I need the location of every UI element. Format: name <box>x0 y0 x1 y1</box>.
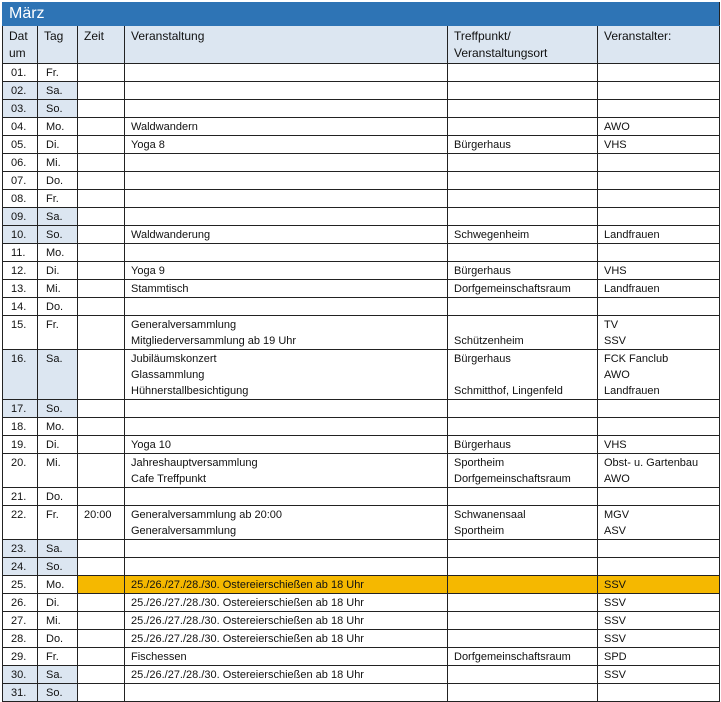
event-name: 25./26./27./28./30. Ostereierschießen ab 18 Uhr <box>131 633 364 645</box>
table-row <box>3 136 720 154</box>
table-row <box>3 400 720 418</box>
location-cell <box>448 630 598 648</box>
organizer-cell <box>598 684 720 702</box>
weekday-cell: Fr. <box>38 648 78 666</box>
organizer-cell <box>598 648 720 666</box>
event-organizer: Landfrauen <box>604 283 660 295</box>
event-location: Dorfgemeinschaftsraum <box>454 283 571 295</box>
location-cell <box>448 262 598 280</box>
date-cell: 18. <box>3 418 38 436</box>
organizer-cell <box>598 190 720 208</box>
weekday-cell: Do. <box>38 630 78 648</box>
event-name: Mitgliederversammlung ab 19 Uhr <box>131 335 297 347</box>
table-row <box>3 594 720 612</box>
event-name: 25./26./27./28./30. Ostereierschießen ab 18 Uhr <box>131 597 364 609</box>
calendar-table <box>2 2 720 702</box>
date-cell: 05. <box>3 136 38 154</box>
location-cell <box>448 82 598 100</box>
organizer-cell <box>598 262 720 280</box>
event-name: Fischessen <box>131 651 187 663</box>
event-cell <box>125 172 448 190</box>
event-cell <box>125 594 448 612</box>
event-cell <box>125 418 448 436</box>
event-organizer: AWO <box>604 369 630 381</box>
event-cell <box>125 540 448 558</box>
event-location: Bürgerhaus <box>454 439 511 451</box>
event-organizer: SSV <box>604 615 627 627</box>
location-cell <box>448 118 598 136</box>
date-cell: 19. <box>3 436 38 454</box>
time-cell <box>78 436 125 454</box>
time-cell <box>78 648 125 666</box>
event-name: Generalversammlung <box>131 525 237 537</box>
time-cell <box>78 576 125 594</box>
event-location <box>454 367 591 383</box>
time-cell <box>78 172 125 190</box>
time-cell <box>78 262 125 280</box>
event-organizer: Landfrauen <box>604 385 660 397</box>
weekday-cell: Sa. <box>38 208 78 226</box>
event-calendar <box>2 2 719 702</box>
event-cell <box>125 244 448 262</box>
weekday-cell: Mi. <box>38 454 78 488</box>
organizer-cell <box>598 172 720 190</box>
organizer-cell <box>598 208 720 226</box>
time-cell <box>78 298 125 316</box>
weekday-cell: Di. <box>38 262 78 280</box>
event-location <box>454 667 591 683</box>
date-cell: 14. <box>3 298 38 316</box>
time-cell <box>78 684 125 702</box>
weekday-cell: Sa. <box>38 350 78 400</box>
event-location: Sportheim <box>454 457 505 469</box>
table-row <box>3 350 720 400</box>
date-cell: 22. <box>3 506 38 540</box>
location-cell <box>448 666 598 684</box>
event-organizer: Obst- u. Gartenbau <box>604 457 699 469</box>
table-row <box>3 540 720 558</box>
date-cell: 01. <box>3 64 38 82</box>
event-organizer: AWO <box>604 473 630 485</box>
weekday-cell: Mo. <box>38 244 78 262</box>
location-cell <box>448 350 598 400</box>
event-organizer: SSV <box>604 633 627 645</box>
event-cell <box>125 648 448 666</box>
time-cell <box>78 488 125 506</box>
table-row <box>3 262 720 280</box>
month-title-row <box>3 3 720 26</box>
organizer-cell <box>598 82 720 100</box>
event-location <box>454 631 591 647</box>
date-cell: 31. <box>3 684 38 702</box>
table-row <box>3 172 720 190</box>
event-name: 25./26./27./28./30. Ostereierschießen ab 18 Uhr <box>131 615 364 627</box>
event-location: Schmitthof, Lingenfeld <box>454 385 563 397</box>
organizer-cell <box>598 576 720 594</box>
event-name: Hühnerstallbesichtigung <box>131 385 249 397</box>
event-cell <box>125 136 448 154</box>
time-cell <box>78 594 125 612</box>
location-cell <box>448 172 598 190</box>
event-organizer: ASV <box>604 525 627 537</box>
table-row <box>3 558 720 576</box>
weekday-cell: So. <box>38 558 78 576</box>
event-cell <box>125 612 448 630</box>
organizer-cell <box>598 436 720 454</box>
weekday-cell: Do. <box>38 488 78 506</box>
table-row <box>3 244 720 262</box>
weekday-cell: Sa. <box>38 82 78 100</box>
weekday-cell: Do. <box>38 298 78 316</box>
weekday-cell: Fr. <box>38 64 78 82</box>
date-cell: 16. <box>3 350 38 400</box>
time-cell <box>78 136 125 154</box>
event-cell <box>125 298 448 316</box>
event-cell <box>125 280 448 298</box>
event-organizer: SPD <box>604 651 627 663</box>
weekday-cell: Sa. <box>38 540 78 558</box>
organizer-cell <box>598 558 720 576</box>
table-row <box>3 82 720 100</box>
time-cell <box>78 454 125 488</box>
table-row <box>3 454 720 488</box>
header-veranstalter: Veranstalter: <box>598 26 720 64</box>
location-cell <box>448 100 598 118</box>
event-cell <box>125 558 448 576</box>
event-cell <box>125 576 448 594</box>
location-cell <box>448 298 598 316</box>
time-cell <box>78 630 125 648</box>
event-location: Schützenheim <box>454 335 524 347</box>
month-title: März <box>3 3 720 26</box>
event-organizer: VHS <box>604 439 627 451</box>
event-location: Sportheim <box>454 525 505 537</box>
table-row <box>3 100 720 118</box>
weekday-cell: Sa. <box>38 666 78 684</box>
organizer-cell <box>598 488 720 506</box>
date-cell: 03. <box>3 100 38 118</box>
organizer-cell <box>598 630 720 648</box>
organizer-cell <box>598 506 720 540</box>
location-cell <box>448 154 598 172</box>
weekday-cell: So. <box>38 400 78 418</box>
date-cell: 02. <box>3 82 38 100</box>
location-cell <box>448 226 598 244</box>
organizer-cell <box>598 154 720 172</box>
date-cell: 10. <box>3 226 38 244</box>
time-cell <box>78 244 125 262</box>
header-veranstaltung: Veranstaltung <box>125 26 448 64</box>
table-row <box>3 684 720 702</box>
time-cell <box>78 100 125 118</box>
table-row <box>3 648 720 666</box>
event-name: Cafe Treffpunkt <box>131 473 207 485</box>
table-row <box>3 576 720 594</box>
organizer-cell <box>598 136 720 154</box>
event-cell <box>125 400 448 418</box>
event-location: Schwegenheim <box>454 229 530 241</box>
date-cell: 24. <box>3 558 38 576</box>
time-cell <box>78 316 125 350</box>
event-organizer: Landfrauen <box>604 229 660 241</box>
organizer-cell <box>598 666 720 684</box>
location-cell <box>448 648 598 666</box>
event-name: Jahreshauptversammlung <box>131 457 258 469</box>
date-cell: 06. <box>3 154 38 172</box>
weekday-cell: Fr. <box>38 506 78 540</box>
event-location <box>454 577 591 593</box>
table-row <box>3 666 720 684</box>
table-row <box>3 190 720 208</box>
weekday-cell: Mo. <box>38 576 78 594</box>
location-cell <box>448 400 598 418</box>
event-organizer: SSV <box>604 579 627 591</box>
event-name: Generalversammlung <box>131 319 237 331</box>
location-cell <box>448 316 598 350</box>
date-cell: 21. <box>3 488 38 506</box>
weekday-cell: Fr. <box>38 316 78 350</box>
time-cell <box>78 612 125 630</box>
event-organizer: VHS <box>604 139 627 151</box>
location-cell <box>448 506 598 540</box>
time-cell <box>78 280 125 298</box>
organizer-cell <box>598 118 720 136</box>
event-cell <box>125 630 448 648</box>
date-cell: 15. <box>3 316 38 350</box>
date-cell: 23. <box>3 540 38 558</box>
weekday-cell: So. <box>38 684 78 702</box>
event-organizer: VHS <box>604 265 627 277</box>
date-cell: 07. <box>3 172 38 190</box>
event-name: Waldwanderung <box>131 229 211 241</box>
organizer-cell <box>598 244 720 262</box>
organizer-cell <box>598 454 720 488</box>
date-cell: 27. <box>3 612 38 630</box>
event-name: Waldwandern <box>131 121 198 133</box>
event-location: Bürgerhaus <box>454 139 511 151</box>
date-cell: 04. <box>3 118 38 136</box>
organizer-cell <box>598 100 720 118</box>
event-cell <box>125 262 448 280</box>
header-datum: Dat um <box>3 26 38 64</box>
weekday-cell: Mo. <box>38 418 78 436</box>
table-row <box>3 436 720 454</box>
organizer-cell <box>598 612 720 630</box>
table-row <box>3 64 720 82</box>
event-location <box>454 119 591 135</box>
event-organizer: SSV <box>604 335 627 347</box>
event-location: Bürgerhaus <box>454 265 511 277</box>
table-row <box>3 316 720 350</box>
organizer-cell <box>598 226 720 244</box>
location-cell <box>448 280 598 298</box>
organizer-cell <box>598 316 720 350</box>
organizer-cell <box>598 64 720 82</box>
event-name: Stammtisch <box>131 283 189 295</box>
organizer-cell <box>598 418 720 436</box>
event-cell <box>125 190 448 208</box>
location-cell <box>448 684 598 702</box>
location-cell <box>448 64 598 82</box>
location-cell <box>448 594 598 612</box>
event-cell <box>125 436 448 454</box>
date-cell: 29. <box>3 648 38 666</box>
date-cell: 20. <box>3 454 38 488</box>
organizer-cell <box>598 298 720 316</box>
event-cell <box>125 350 448 400</box>
location-cell <box>448 436 598 454</box>
event-location <box>454 595 591 611</box>
event-cell <box>125 226 448 244</box>
event-cell <box>125 666 448 684</box>
weekday-cell: Fr. <box>38 190 78 208</box>
event-organizer: AWO <box>604 121 630 133</box>
event-location: Bürgerhaus <box>454 353 511 365</box>
time-cell <box>78 64 125 82</box>
time-cell <box>78 118 125 136</box>
event-cell <box>125 100 448 118</box>
location-cell <box>448 208 598 226</box>
time-cell <box>78 190 125 208</box>
event-cell <box>125 64 448 82</box>
weekday-cell: Di. <box>38 594 78 612</box>
weekday-cell: Di. <box>38 436 78 454</box>
weekday-cell: Do. <box>38 172 78 190</box>
event-organizer: TV <box>604 319 619 331</box>
date-cell: 13. <box>3 280 38 298</box>
time-cell <box>78 226 125 244</box>
event-organizer: SSV <box>604 669 627 681</box>
header-ort: Treffpunkt/ Veranstaltungsort <box>448 26 598 64</box>
date-cell: 11. <box>3 244 38 262</box>
event-location <box>454 317 591 333</box>
header-row <box>3 26 720 64</box>
time-cell <box>78 558 125 576</box>
table-row <box>3 154 720 172</box>
date-cell: 30. <box>3 666 38 684</box>
date-cell: 09. <box>3 208 38 226</box>
time-cell <box>78 666 125 684</box>
event-location: Dorfgemeinschaftsraum <box>454 473 571 485</box>
weekday-cell: Mi. <box>38 612 78 630</box>
date-cell: 25. <box>3 576 38 594</box>
event-name: Glassammlung <box>131 369 205 381</box>
location-cell <box>448 190 598 208</box>
location-cell <box>448 418 598 436</box>
date-cell: 08. <box>3 190 38 208</box>
event-location: Schwanensaal <box>454 509 526 521</box>
table-row <box>3 298 720 316</box>
weekday-cell: So. <box>38 100 78 118</box>
event-cell <box>125 82 448 100</box>
table-row <box>3 418 720 436</box>
event-name: Generalversammlung ab 20:00 <box>131 509 283 521</box>
time-cell <box>78 418 125 436</box>
table-row <box>3 506 720 540</box>
time-cell <box>78 540 125 558</box>
weekday-cell: So. <box>38 226 78 244</box>
time-cell <box>78 154 125 172</box>
location-cell <box>448 488 598 506</box>
date-cell: 17. <box>3 400 38 418</box>
event-location: Dorfgemeinschaftsraum <box>454 651 571 663</box>
event-organizer: SSV <box>604 597 627 609</box>
event-organizer: FCK Fanclub <box>604 353 669 365</box>
location-cell <box>448 540 598 558</box>
event-cell <box>125 488 448 506</box>
organizer-cell <box>598 540 720 558</box>
organizer-cell <box>598 280 720 298</box>
event-cell <box>125 316 448 350</box>
date-cell: 12. <box>3 262 38 280</box>
event-organizer: MGV <box>604 509 630 521</box>
event-name: Yoga 10 <box>131 439 171 451</box>
organizer-cell <box>598 350 720 400</box>
event-cell <box>125 684 448 702</box>
location-cell <box>448 454 598 488</box>
header-zeit: Zeit <box>78 26 125 64</box>
table-row <box>3 280 720 298</box>
event-cell <box>125 118 448 136</box>
weekday-cell: Di. <box>38 136 78 154</box>
event-name: Yoga 8 <box>131 139 165 151</box>
location-cell <box>448 136 598 154</box>
time-cell <box>78 208 125 226</box>
date-cell: 28. <box>3 630 38 648</box>
time-cell <box>78 400 125 418</box>
event-cell <box>125 506 448 540</box>
event-name: Jubiläumskonzert <box>131 353 217 365</box>
organizer-cell <box>598 400 720 418</box>
event-name: 25./26./27./28./30. Ostereierschießen ab 18 Uhr <box>131 669 364 681</box>
table-row <box>3 208 720 226</box>
table-row <box>3 226 720 244</box>
time-cell <box>78 82 125 100</box>
table-row <box>3 612 720 630</box>
location-cell <box>448 612 598 630</box>
event-cell <box>125 154 448 172</box>
event-name: 25./26./27./28./30. Ostereierschießen ab 18 Uhr <box>131 579 364 591</box>
table-row <box>3 118 720 136</box>
event-cell <box>125 454 448 488</box>
date-cell: 26. <box>3 594 38 612</box>
location-cell <box>448 576 598 594</box>
event-name: Yoga 9 <box>131 265 165 277</box>
table-row <box>3 630 720 648</box>
event-location <box>454 613 591 629</box>
header-tag: Tag <box>38 26 78 64</box>
weekday-cell: Mo. <box>38 118 78 136</box>
weekday-cell: Mi. <box>38 280 78 298</box>
time-cell <box>78 350 125 400</box>
weekday-cell: Mi. <box>38 154 78 172</box>
organizer-cell <box>598 594 720 612</box>
table-row <box>3 488 720 506</box>
location-cell <box>448 244 598 262</box>
location-cell <box>448 558 598 576</box>
time-cell: 20:00 <box>78 506 125 540</box>
event-cell <box>125 208 448 226</box>
